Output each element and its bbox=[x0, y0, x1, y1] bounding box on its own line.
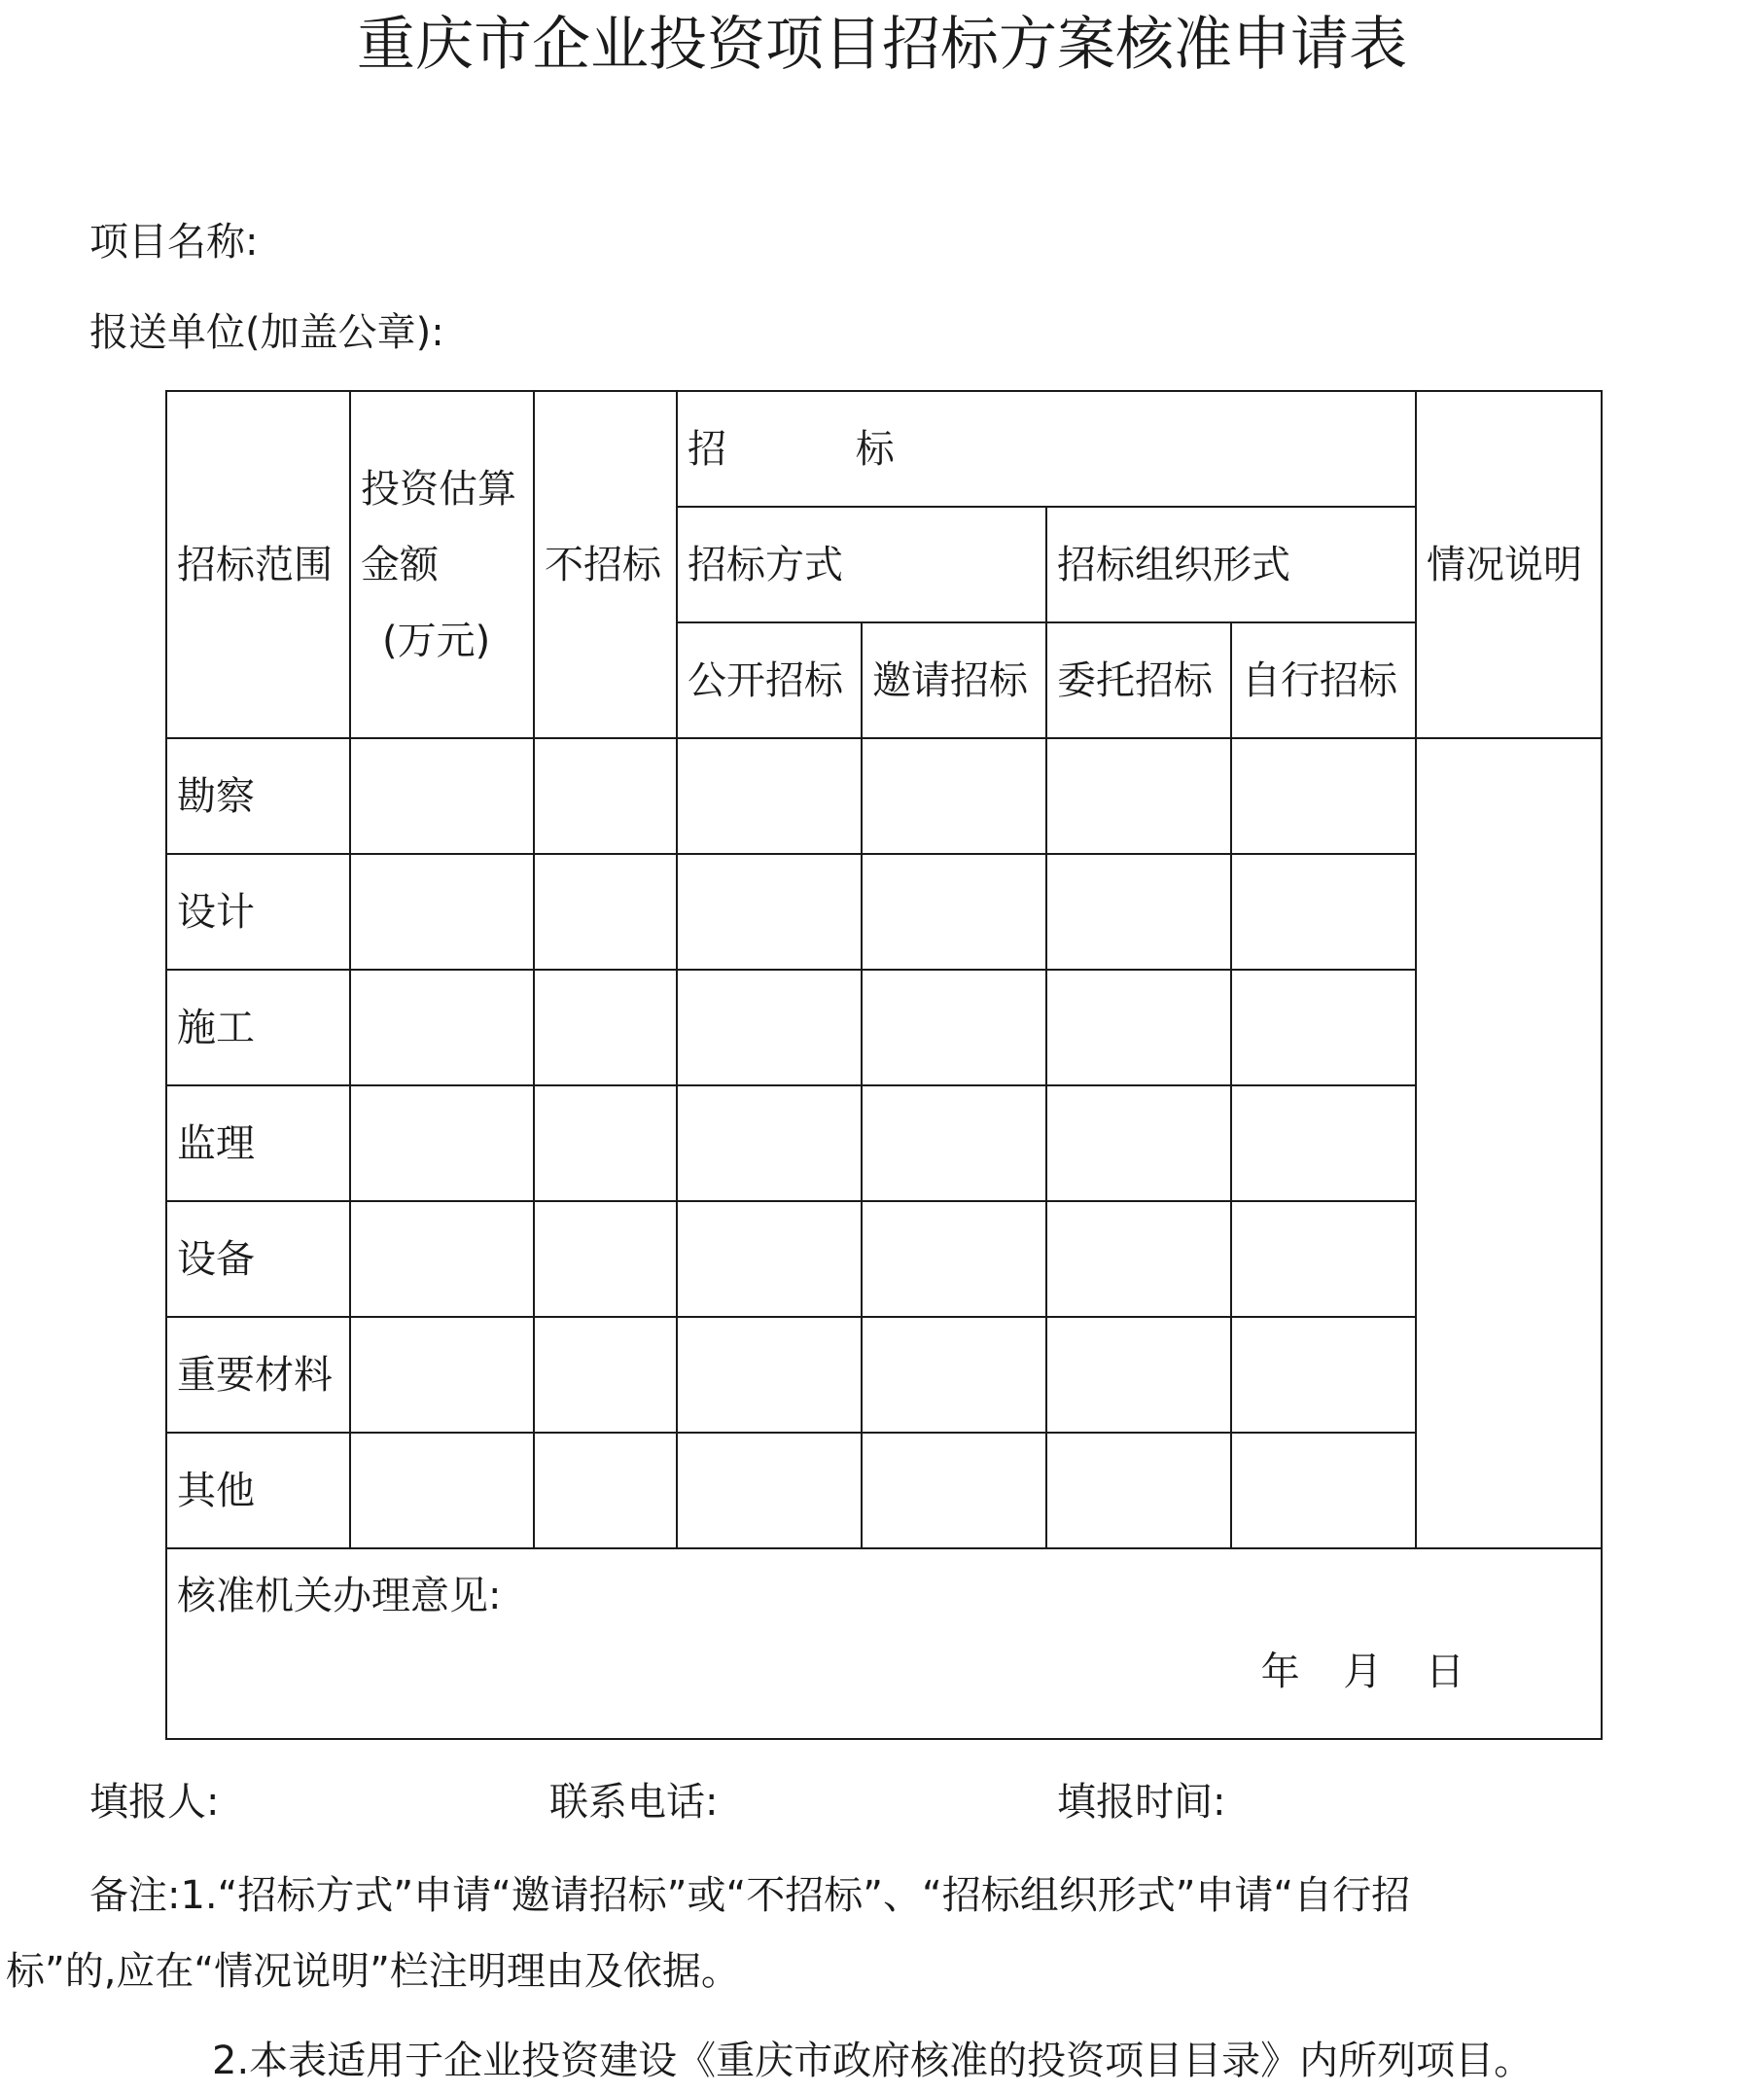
header-entrusted-tender: 委托招标 bbox=[1046, 622, 1231, 738]
header-invited-tender: 邀请招标 bbox=[862, 622, 1046, 738]
cell[interactable] bbox=[1231, 854, 1416, 970]
form-title: 重庆市企业投资项目招标方案核准申请表 bbox=[357, 11, 1407, 79]
header-tender-org-form: 招标组织形式 bbox=[1046, 507, 1416, 622]
cell[interactable] bbox=[1046, 738, 1231, 854]
cell[interactable] bbox=[1231, 1085, 1416, 1201]
cell[interactable] bbox=[677, 1201, 862, 1317]
row-label: 监理 bbox=[166, 1085, 350, 1201]
approval-opinion-cell[interactable] bbox=[166, 1548, 1602, 1739]
header-no-tender: 不招标 bbox=[534, 391, 677, 738]
submitting-unit-label: 报送单位(加盖公章): bbox=[89, 310, 444, 355]
header-amount-unit: (万元) bbox=[382, 618, 491, 663]
cell[interactable] bbox=[677, 970, 862, 1085]
project-name-label: 项目名称: bbox=[89, 220, 259, 265]
header-tender-method: 招标方式 bbox=[677, 507, 1046, 622]
approval-opinion-label: 核准机关办理意见: bbox=[177, 1574, 502, 1618]
cell[interactable] bbox=[534, 738, 677, 854]
fill-date-label: 填报时间: bbox=[1057, 1780, 1226, 1825]
cell[interactable] bbox=[534, 1201, 677, 1317]
row-label: 设备 bbox=[166, 1201, 350, 1317]
approval-date-label: 年 月 日 bbox=[1260, 1650, 1465, 1694]
cell[interactable] bbox=[677, 738, 862, 854]
cell[interactable] bbox=[350, 1317, 534, 1433]
cell[interactable] bbox=[534, 970, 677, 1085]
cell[interactable] bbox=[1231, 738, 1416, 854]
cell[interactable] bbox=[534, 1433, 677, 1548]
cell[interactable] bbox=[1046, 1433, 1231, 1548]
header-open-tender: 公开招标 bbox=[677, 622, 862, 738]
header-amount bbox=[350, 391, 534, 738]
cell[interactable] bbox=[350, 970, 534, 1085]
cell[interactable] bbox=[862, 970, 1046, 1085]
cell[interactable] bbox=[350, 854, 534, 970]
cell[interactable] bbox=[350, 738, 534, 854]
header-amount-line1: 投资估算 bbox=[361, 466, 516, 512]
cell[interactable] bbox=[862, 1317, 1046, 1433]
row-label: 设计 bbox=[166, 854, 350, 970]
row-label: 施工 bbox=[166, 970, 350, 1085]
row-label: 重要材料 bbox=[166, 1317, 350, 1433]
header-self-tender: 自行招标 bbox=[1231, 622, 1416, 738]
cell[interactable] bbox=[862, 1433, 1046, 1548]
cell[interactable] bbox=[1046, 1085, 1231, 1201]
cell[interactable] bbox=[350, 1085, 534, 1201]
cell[interactable] bbox=[677, 1433, 862, 1548]
cell[interactable] bbox=[350, 1201, 534, 1317]
cell[interactable] bbox=[1046, 970, 1231, 1085]
cell[interactable] bbox=[1046, 1201, 1231, 1317]
header-amount-line2: 金额 bbox=[361, 542, 439, 587]
note-1-line-2: 标”的,应在“情况说明”栏注明理由及依据。 bbox=[6, 1949, 740, 1994]
phone-label: 联系电话: bbox=[549, 1780, 719, 1825]
cell[interactable] bbox=[1231, 970, 1416, 1085]
application-table bbox=[165, 390, 1603, 1740]
header-tender-group: 招 标 bbox=[677, 391, 1416, 507]
cell[interactable] bbox=[1231, 1433, 1416, 1548]
row-label: 其他 bbox=[166, 1433, 350, 1548]
cell[interactable] bbox=[862, 738, 1046, 854]
cell[interactable] bbox=[862, 1085, 1046, 1201]
cell[interactable] bbox=[350, 1433, 534, 1548]
cell[interactable] bbox=[1231, 1317, 1416, 1433]
note-2: 2.本表适用于企业投资建设《重庆市政府核准的投资项目目录》内所列项目。 bbox=[212, 2039, 1534, 2083]
cell[interactable] bbox=[534, 1317, 677, 1433]
filler-label: 填报人: bbox=[89, 1780, 220, 1825]
header-remarks: 情况说明 bbox=[1416, 391, 1602, 738]
cell[interactable] bbox=[1231, 1201, 1416, 1317]
row-label: 勘察 bbox=[166, 738, 350, 854]
cell[interactable] bbox=[534, 854, 677, 970]
note-1-line-1: 备注:1.“招标方式”申请“邀请招标”或“不招标”、“招标组织形式”申请“自行招 bbox=[89, 1873, 1411, 1918]
remarks-cell[interactable] bbox=[1416, 738, 1602, 1548]
cell[interactable] bbox=[1046, 854, 1231, 970]
cell[interactable] bbox=[677, 1317, 862, 1433]
cell[interactable] bbox=[677, 1085, 862, 1201]
cell[interactable] bbox=[534, 1085, 677, 1201]
cell[interactable] bbox=[1046, 1317, 1231, 1433]
header-scope: 招标范围 bbox=[166, 391, 350, 738]
cell[interactable] bbox=[862, 1201, 1046, 1317]
cell[interactable] bbox=[677, 854, 862, 970]
cell[interactable] bbox=[862, 854, 1046, 970]
